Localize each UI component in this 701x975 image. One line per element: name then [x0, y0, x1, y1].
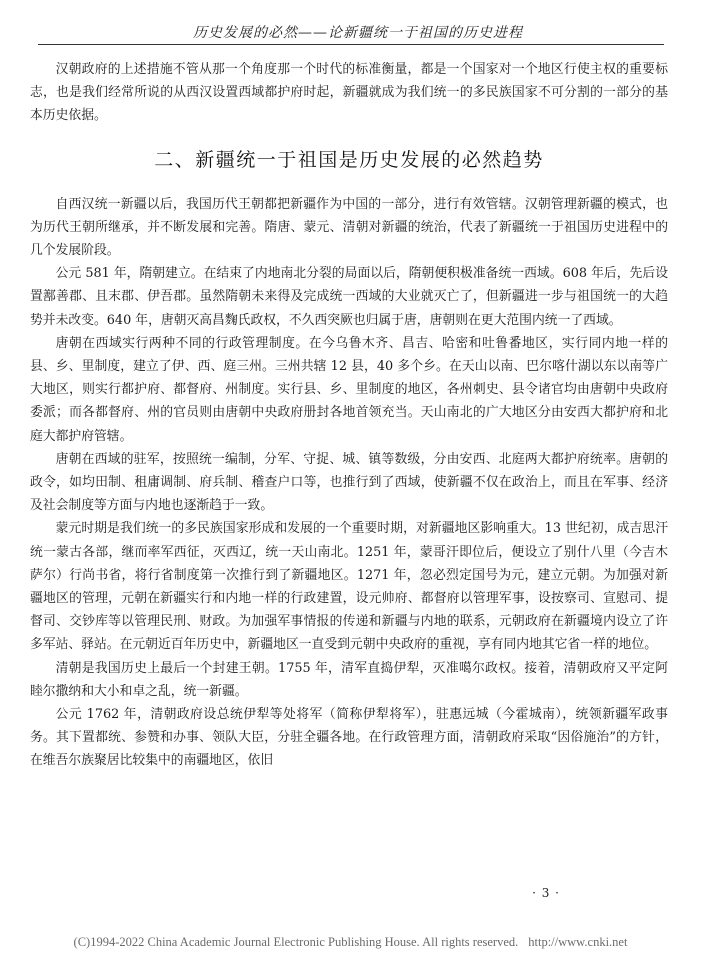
copyright-notice: (C)1994-2022 China Academic Journal Electronic Publishing House. All rights reserved.	[73, 935, 519, 949]
body-paragraph: 汉朝政府的上述措施不管从那一个角度那一个时代的标准衡量，都是一个国家对一个地区行使主权的重要标志，也是我们经常所说的从西汉设置西域都护府时起，新疆就成为我们统一的多民族国家不可分割的一部分的基本历史依据。	[30, 62, 668, 124]
body-paragraph: 公元 581 年，隋朝建立。在结束了内地南北分裂的局面以后，隋朝便积极准备统一西域。608 年后，先后设置鄯善郡、且末郡、伊吾郡。虽然隋朝未来得及完成统一西域的大业就灭亡了，但新疆进一步与祖国统一的大趋势并未改变。640 年，唐朝灭高昌麴氏政权，不久西突厥也归属于唐，唐朝则在更大范围内统一了西域。	[30, 266, 668, 328]
footer-copyright	[0, 935, 701, 950]
running-header: 历史发展的必然——论新疆统一于祖国的历史进程	[193, 25, 523, 41]
body-paragraph: 唐朝在西域实行两种不同的行政管理制度。在今乌鲁木齐、昌吉、哈密和吐鲁番地区，实行同内地一样的县、乡、里制度，建立了伊、西、庭三州。三州共辖 12 县，40 多个乡。在天山以南、巴尔喀什湖以东以南等广大地区，则实行都护府、都督府、州制度。实行县、乡、里制度的地区，各州刺史、县令诸官均由唐朝中央政府委派；而各都督府、州的官员则由唐朝中央政府册封各地首领充当。天山南北的广大地区分由安西大都护府和北庭大都护府管辖。	[30, 335, 668, 444]
body-paragraph: 自西汉统一新疆以后，我国历代王朝都把新疆作为中国的一部分，进行有效管辖。汉朝管理新疆的模式，也为历代王朝所继承，并不断发展和完善。隋唐、蒙元、清朝对新疆的统治，代表了新疆统一于祖国历史进程中的几个发展阶段。	[30, 196, 668, 259]
body-paragraph: 唐朝在西域的驻军，按照统一编制，分军、守捉、城、镇等数级，分由安西、北庭两大都护府统率。唐朝的政令，如均田制、租庸调制、府兵制、稽查户口等，也推行到了西域，使新疆不仅在政治上，而且在军事、经济及社会制度等方面与内地也逐渐趋于一致。	[30, 451, 668, 514]
body-paragraph: 蒙元时期是我们统一的多民族国家形成和发展的一个重要时期，对新疆地区影响重大。13 世纪初，成吉思汗统一蒙古各部，继而率军西征，灭西辽，统一天山南北。1251 年，蒙哥汗即位后，便设立了别什八里（今吉木萨尔）行尚书省，将行省制度第一次推行到了新疆地区。1271 年，忽必烈定国号为元，建立元朝。为加强对新疆地区的管理，元朝在新疆实行和内地一样的行政建置，设元帅府、都督府以管理军事，设按察司、宣慰司、提督司、交钞库等以管理民刑、财政。为加强军事情报的传递和新疆与内地的联系，元朝政府在新疆境内设立了许多军站、驿站。在元朝近百年历史中，新疆地区一直受到元朝中央政府的重视，享有同内地其它省一样的地位。	[30, 521, 668, 653]
publisher-url: http://www.cnki.net	[528, 935, 628, 949]
page-number: · 3 ·	[532, 886, 560, 900]
section-heading: 二、新疆统一于祖国是历史发展的必然趋势	[154, 148, 544, 171]
body-paragraph: 清朝是我国历史上最后一个封建王朝。1755 年，清军直捣伊犁，灭准噶尔政权。接着，清朝政府又平定阿睦尔撒纳和大小和卓之乱，统一新疆。	[30, 660, 668, 699]
header-rule	[38, 44, 664, 45]
article-body	[30, 58, 668, 773]
body-paragraph: 公元 1762 年，清朝政府设总统伊犁等处将军（简称伊犁将军），驻惠远城（今霍城南），统领新疆军政事务。其下置都统、参赞和办事、领队大臣，分驻全疆各地。在行政管理方面，清朝政府采取“因俗施治”的方针，在维吾尔族聚居比较集中的南疆地区，依旧	[30, 707, 668, 769]
